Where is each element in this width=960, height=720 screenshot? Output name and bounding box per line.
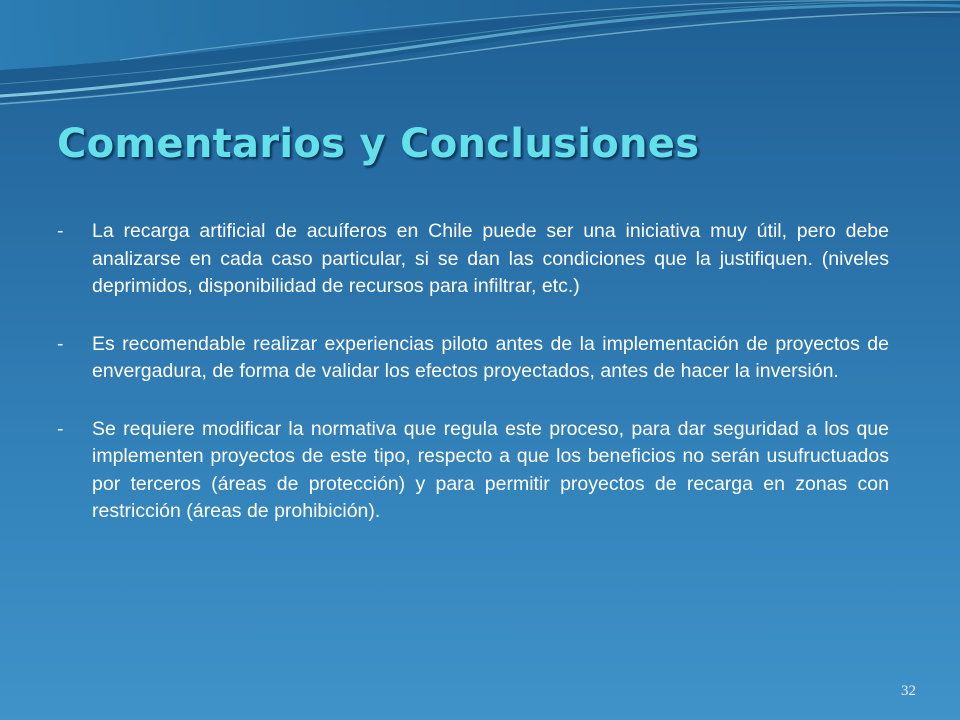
page-number: 32: [901, 683, 916, 699]
bullet-marker: -: [57, 417, 64, 440]
bullet-text: Es recomendable realizar experiencias piloto antes de la implementación de proyectos de envergadura, de forma de validar los efectos proyectados, antes de hacer la inversión.: [92, 332, 889, 382]
bullet-list: [57, 218, 889, 556]
bullet-item: [57, 218, 889, 301]
wave-decoration: [0, 0, 960, 120]
bullet-item: [57, 416, 889, 526]
bullet-text: La recarga artificial de acuíferos en Chile puede ser una iniciativa muy útil, pero debe analizarse en cada caso particular, si se dan las condiciones que la justifiquen. (niveles deprimidos, disponibilidad de recursos para infiltrar, etc.): [92, 220, 889, 297]
bullet-text: Se requiere modificar la normativa que regula este proceso, para dar seguridad a los que implementen proyectos de este tipo, respecto a que los beneficios no serán usufructuados por terceros (áreas de protección) y para permitir proyectos de recarga en zonas con restricción (áreas de prohibición).: [92, 417, 889, 522]
slide-title: Comentarios y Conclusiones: [57, 121, 700, 167]
bullet-marker: -: [57, 220, 64, 242]
bullet-marker: -: [57, 332, 64, 355]
bullet-item: [57, 331, 889, 386]
